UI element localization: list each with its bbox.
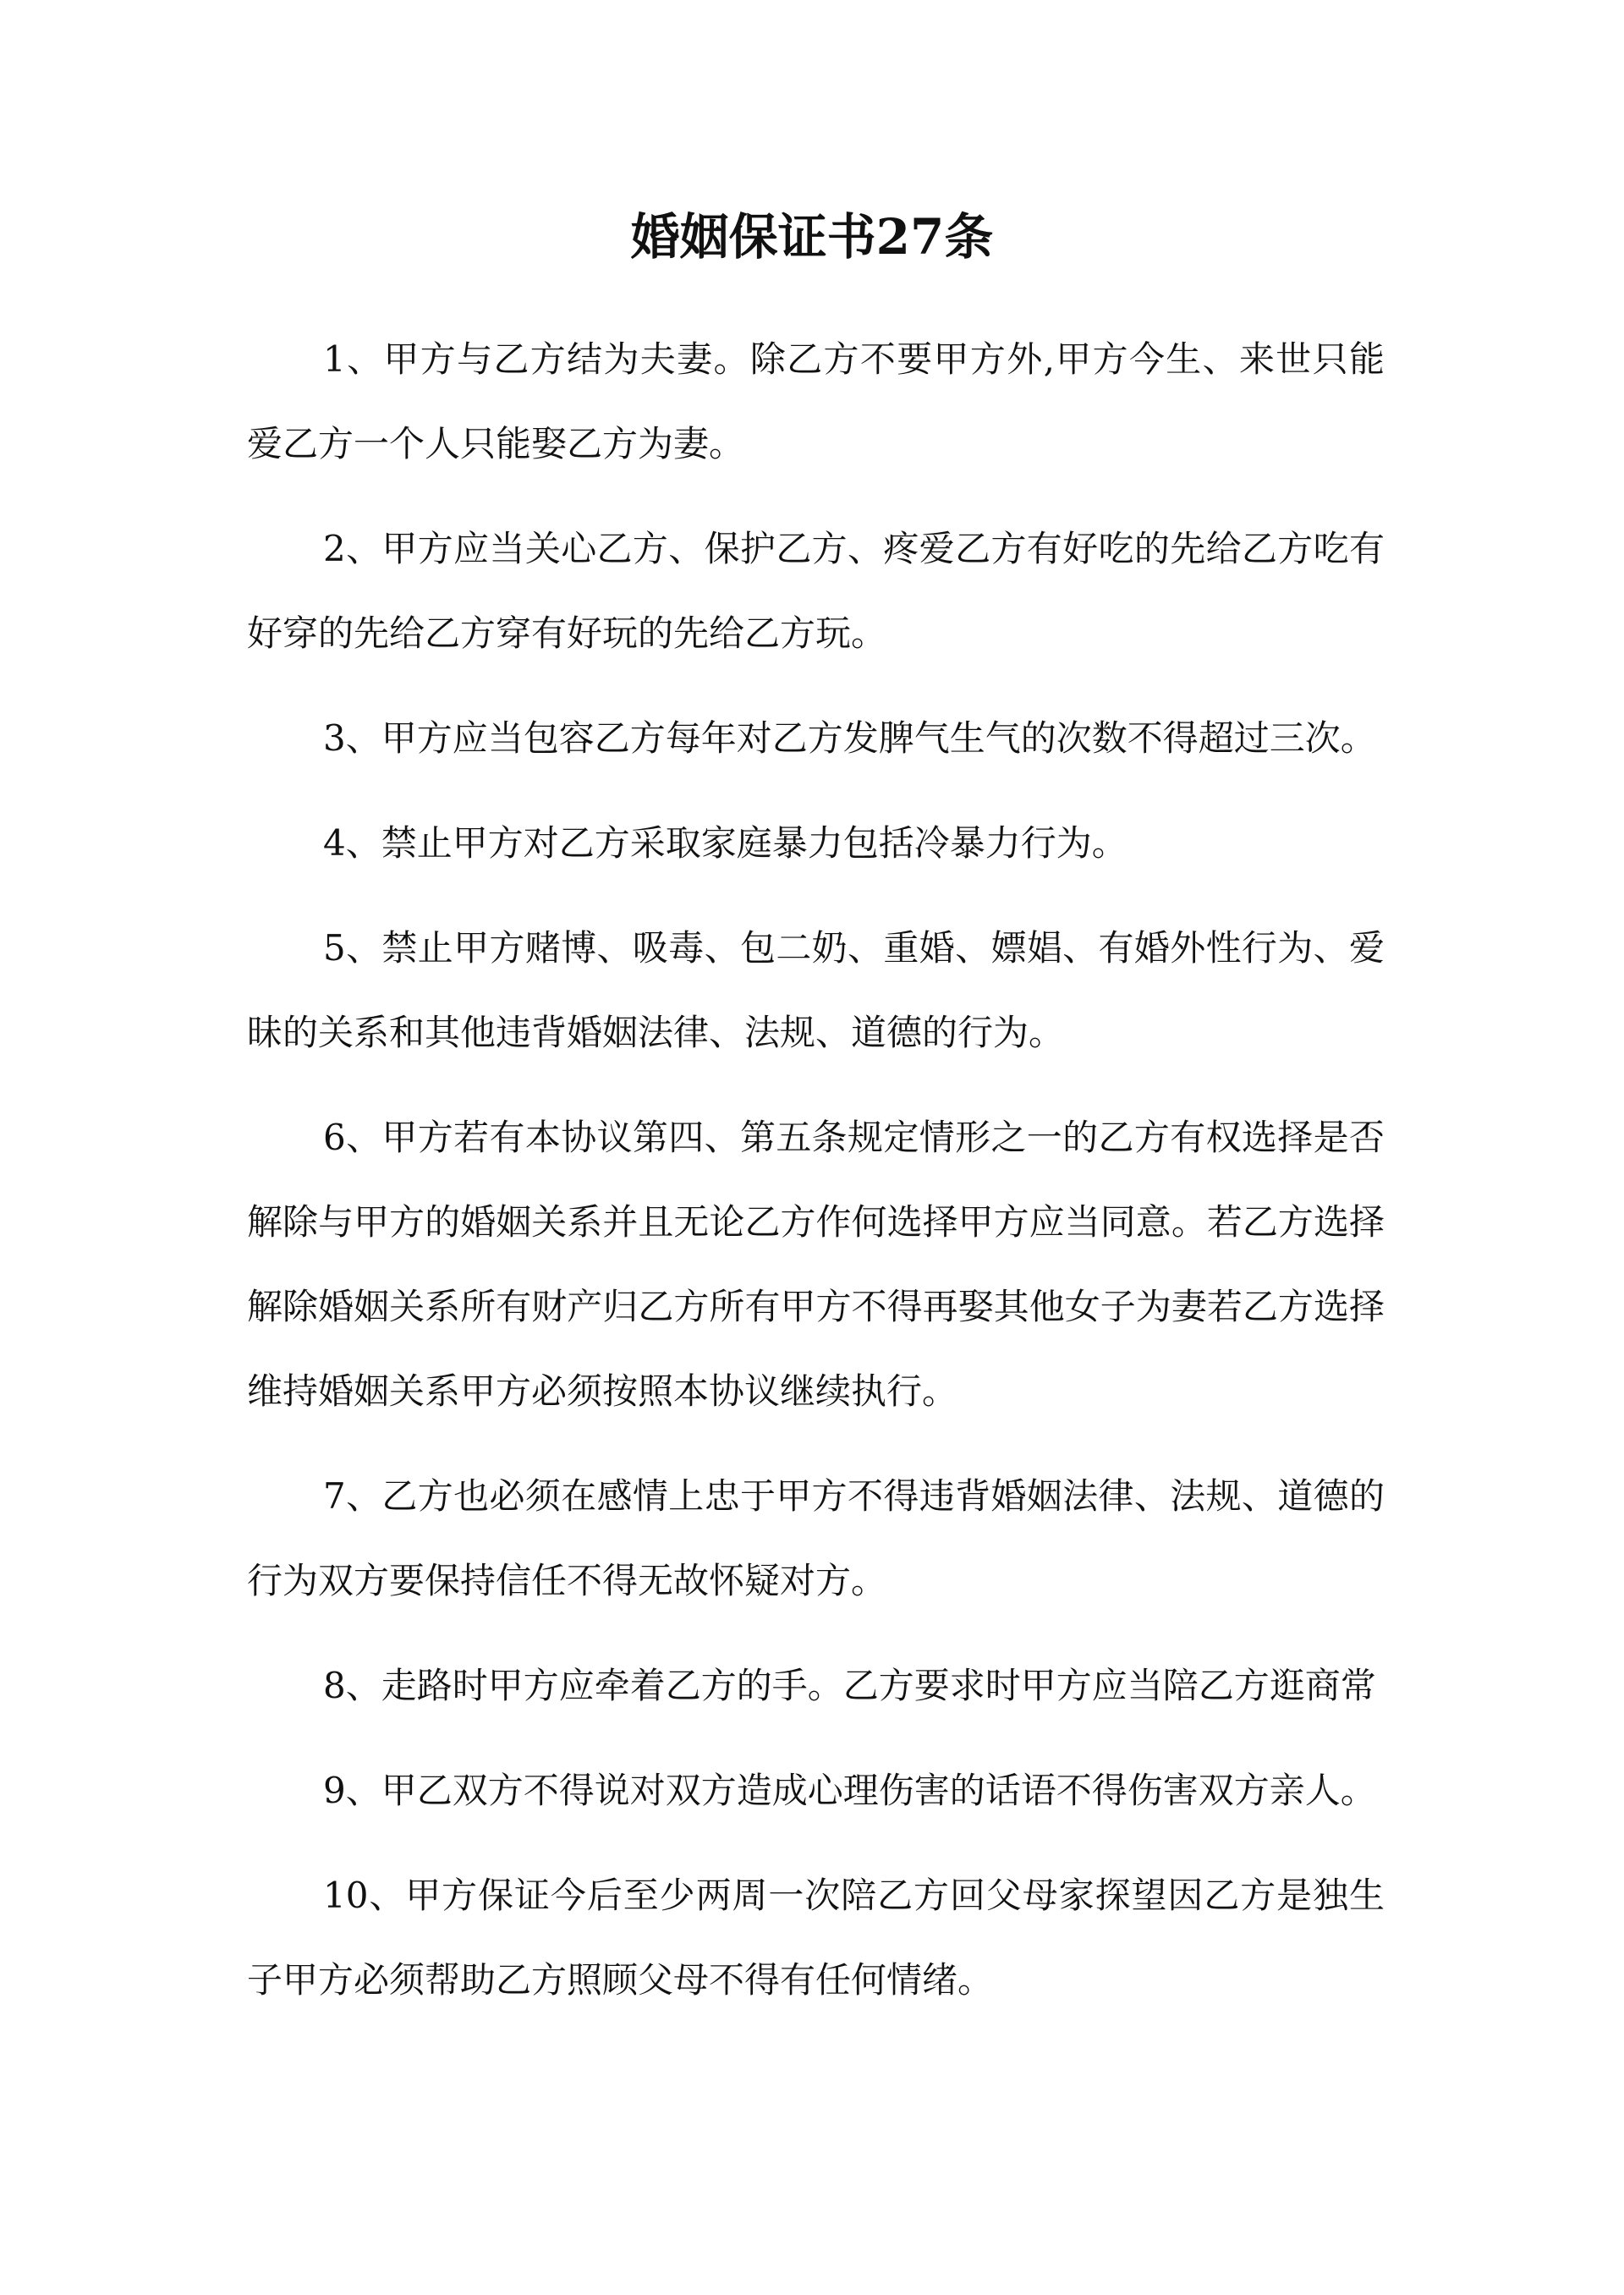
clause-5: 5、禁止甲方赌博、吸毒、包二奶、重婚、嫖娼、有婚外性行为、爱昧的关系和其他违背婚姻法律、法规、道德的行为。 [247,927,1385,1053]
clause-4: 4、禁止甲方对乙方采取家庭暴力包括冷暴力行为。 [323,822,1127,864]
clause-10: 10、甲方保证今后至少两周一次陪乙方回父母家探望因乙方是独生子甲方必须帮助乙方照顾父母不得有任何情绪。 [247,1875,1385,2001]
clause-2: 2、甲方应当关心乙方、保护乙方、疼爱乙方有好吃的先给乙方吃有好穿的先给乙方穿有好玩的先给乙方玩。 [247,528,1385,654]
clause-6: 6、甲方若有本协议第四、第五条规定情形之一的乙方有权选择是否解除与甲方的婚姻关系并且无论乙方作何选择甲方应当同意。若乙方选择解除婚姻关系所有财产归乙方所有甲方不得再娶其他女子为妻若乙方选择维持婚姻关系甲方必须按照本协议继续执行。 [247,1117,1385,1412]
clause-8: 8、走路时甲方应牵着乙方的手。乙方要求时甲方应当陪乙方逛商常 [323,1665,1376,1706]
document-title: 婚姻保证书27条 [630,208,994,266]
clause-3: 3、甲方应当包容乙方每年对乙方发脾气生气的次数不得超过三次。 [323,717,1376,759]
clause-list [247,317,1385,2043]
clause-9: 9、甲乙双方不得说对双方造成心理伤害的话语不得伤害双方亲人。 [323,1770,1376,1811]
clause-7: 7、乙方也必须在感情上忠于甲方不得违背婚姻法律、法规、道德的行为双方要保持信任不得无故怀疑对方。 [247,1475,1385,1601]
clause-1: 1、甲方与乙方结为夫妻。除乙方不要甲方外,甲方今生、来世只能爱乙方一个人只能娶乙方为妻。 [247,338,1385,464]
